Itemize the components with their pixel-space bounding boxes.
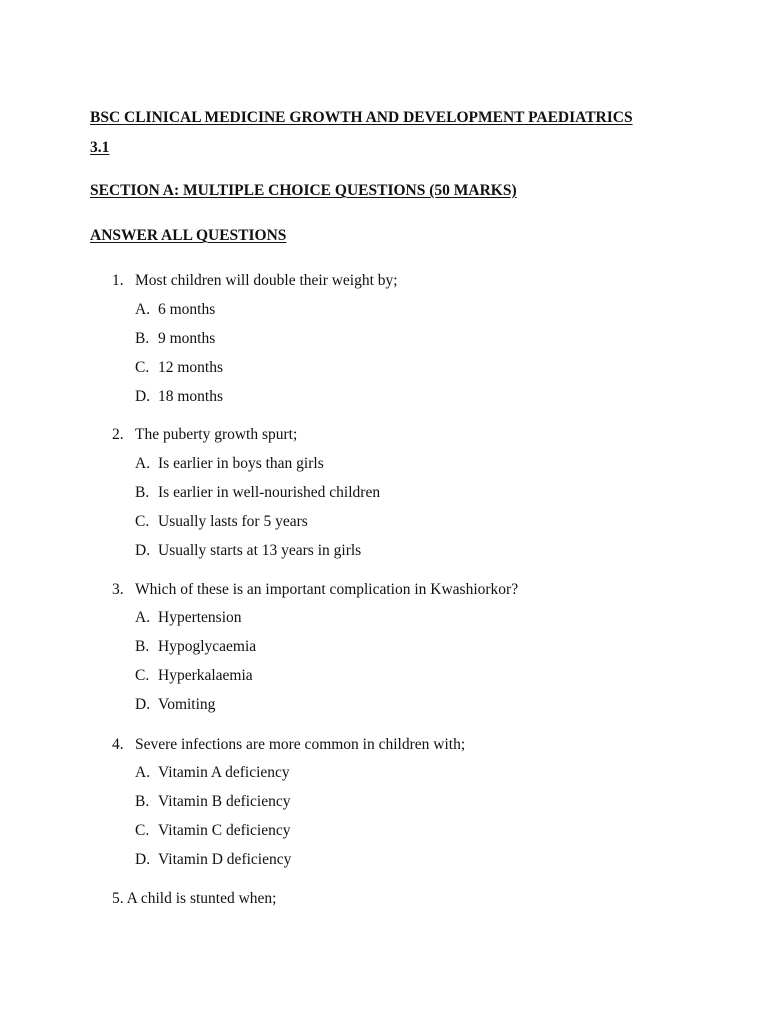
question-number: 4.: [112, 736, 124, 753]
option-letter: C.: [135, 822, 150, 839]
option-letter: B.: [135, 638, 150, 655]
section-heading: SECTION A: MULTIPLE CHOICE QUESTIONS (50 MARKS): [90, 182, 517, 199]
option-text: Vitamin D deficiency: [158, 851, 292, 868]
question-number: 1.: [112, 272, 124, 289]
question-text: Severe infections are more common in children with;: [135, 736, 466, 753]
option-letter: B.: [135, 793, 150, 810]
option-text: Is earlier in boys than girls: [158, 455, 324, 472]
question-5: 5. A child is stunted when;: [112, 890, 277, 907]
option-text: Vitamin B deficiency: [158, 793, 291, 810]
question-number: 3.: [112, 581, 124, 598]
question-text: Which of these is an important complication in Kwashiorkor?: [135, 581, 519, 598]
exam-title-line-2: 3.1: [90, 139, 110, 156]
option-text: 18 months: [158, 388, 224, 405]
option-text: Usually starts at 13 years in girls: [158, 542, 362, 559]
option-letter: C.: [135, 359, 150, 376]
option-text: 12 months: [158, 359, 224, 376]
option-letter: A.: [135, 609, 151, 626]
option-letter: A.: [135, 455, 151, 472]
option-text: Vitamin C deficiency: [158, 822, 291, 839]
option-text: 9 months: [158, 330, 216, 347]
option-text: Usually lasts for 5 years: [158, 513, 308, 530]
option-letter: C.: [135, 667, 150, 684]
option-letter: D.: [135, 388, 151, 405]
option-letter: B.: [135, 330, 150, 347]
option-letter: B.: [135, 484, 150, 501]
option-text: Is earlier in well-nourished children: [158, 484, 381, 501]
option-text: Hypertension: [158, 609, 242, 626]
option-letter: D.: [135, 696, 151, 713]
option-text: Vitamin A deficiency: [158, 764, 290, 781]
option-text: Vomiting: [158, 696, 216, 713]
option-letter: A.: [135, 301, 151, 318]
option-letter: D.: [135, 542, 151, 559]
question-number: 2.: [112, 426, 124, 443]
option-text: Hyperkalaemia: [158, 667, 253, 684]
question-text: The puberty growth spurt;: [135, 426, 298, 443]
option-letter: A.: [135, 764, 151, 781]
option-text: 6 months: [158, 301, 216, 318]
option-text: Hypoglycaemia: [158, 638, 257, 655]
option-letter: C.: [135, 513, 150, 530]
exam-title-line-1: BSC CLINICAL MEDICINE GROWTH AND DEVELOPMENT PAEDIATRICS: [90, 109, 633, 126]
question-text: Most children will double their weight by;: [135, 272, 398, 289]
option-letter: D.: [135, 851, 151, 868]
instruction-heading: ANSWER ALL QUESTIONS: [90, 227, 287, 244]
